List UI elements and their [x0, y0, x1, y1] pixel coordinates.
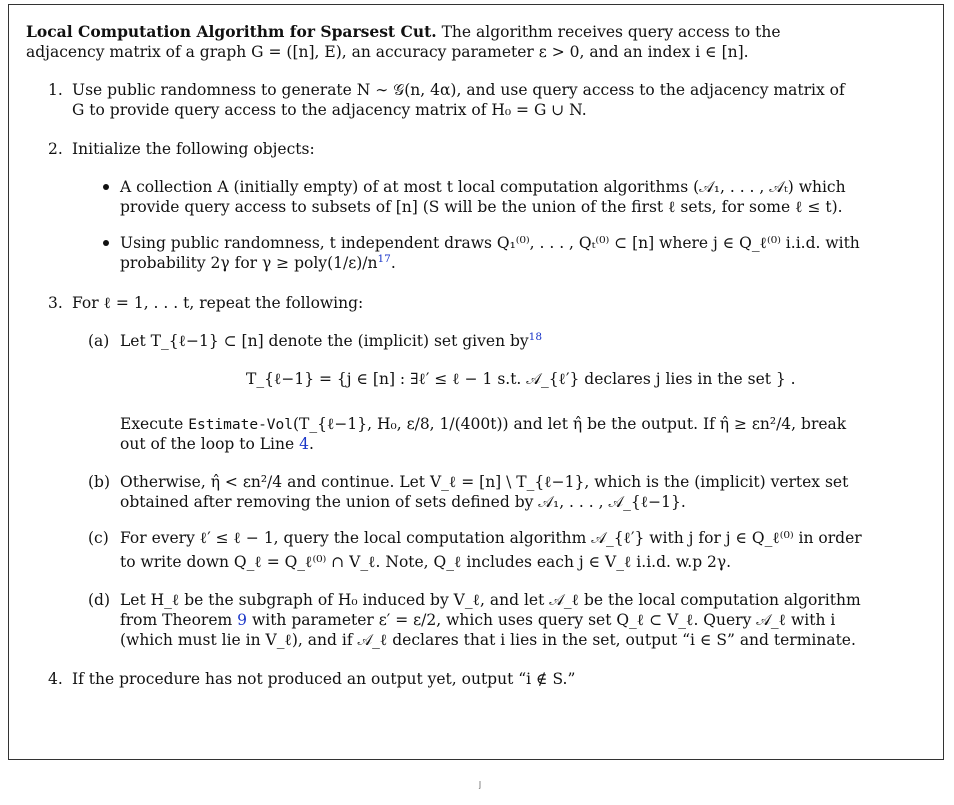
- item-1-number: 1.: [48, 81, 63, 99]
- bullet-2-line2-text: probability 2γ for γ ≥ poly(1/ε)/n: [120, 254, 378, 272]
- line-4-link[interactable]: 4: [299, 435, 309, 453]
- item-2-bullet-2-line1: Using public randomness, t independent draws Q₁⁽⁰⁾, . . . , Qₜ⁽⁰⁾ ⊂ [n] where j ∈ Q_ℓ⁽⁰⁾ i.i.d. with: [120, 234, 860, 252]
- page-mark-glyph: [478, 781, 482, 789]
- item-2-text: Initialize the following objects:: [72, 140, 315, 158]
- intro-text-line2: adjacency matrix of a graph G = ([n], E), an accuracy parameter ε > 0, and an index i ∈ [n].: [26, 43, 749, 61]
- item-3-text: For ℓ = 1, . . . t, repeat the following:: [72, 294, 364, 312]
- item-2-bullet-1-line2: provide query access to subsets of [n] (S will be the union of the first ℓ sets, for some ℓ ≤ t).: [120, 198, 843, 216]
- theorem-rest: with parameter ε′ = ε/2, which uses query set Q_ℓ ⊂ V_ℓ. Query 𝒜_ℓ with i: [251, 611, 836, 629]
- step-a-exec-line2: [120, 434, 314, 454]
- item-2-number: 2.: [48, 140, 63, 158]
- step-d-line1: Let H_ℓ be the subgraph of H₀ induced by V_ℓ, and let 𝒜_ℓ be the local computation algorithm: [120, 591, 861, 609]
- footnote-17-link[interactable]: 17: [377, 253, 391, 265]
- step-c-label: (c): [88, 529, 109, 547]
- theorem-prefix: from Theorem: [120, 611, 233, 629]
- bullet-2: [103, 240, 109, 246]
- item-4-text: If the procedure has not produced an output yet, output “i ∉ S.”: [72, 670, 576, 688]
- item-2-bullet-2-line2: [120, 253, 396, 275]
- step-a-label: (a): [88, 332, 110, 350]
- step-a-line1: [120, 331, 542, 353]
- item-1-line1: Use public randomness to generate N ∼ 𝒢(n, 4α), and use query access to the adjacency matrix of: [72, 81, 845, 99]
- exec-prefix: Execute: [120, 415, 184, 433]
- item-2-bullet-1-line1: A collection A (initially empty) of at most t local computation algorithms (𝒜₁, . . . , 𝒜ₜ) which: [120, 178, 846, 196]
- exec-rest: (T_{ℓ−1}, H₀, ε/8, 1/(400t)) and let η̂ be the output. If η̂ ≥ εn²/4, break: [293, 415, 847, 433]
- step-c-line1: For every ℓ′ ≤ ℓ − 1, query the local computation algorithm 𝒜_{ℓ′} with j for j ∈ Q_ℓ⁽⁰⁾ in order: [120, 529, 862, 547]
- algorithm-title: Local Computation Algorithm for Sparsest Cut.: [26, 22, 437, 41]
- exec-line2-end: .: [308, 435, 314, 453]
- bullet-1: [103, 184, 109, 190]
- step-d-label: (d): [88, 591, 111, 609]
- step-b-line1: Otherwise, η̂ < εn²/4 and continue. Let V_ℓ = [n] \ T_{ℓ−1}, which is the (implicit) vertex set: [120, 473, 849, 491]
- item-3-number: 3.: [48, 294, 63, 312]
- item-1-line2: G to provide query access to the adjacency matrix of H₀ = G ∪ N.: [72, 101, 587, 119]
- step-b-line2: obtained after removing the union of sets defined by 𝒜₁, . . . , 𝒜_{ℓ−1}.: [120, 493, 686, 511]
- step-c-line2: to write down Q_ℓ = Q_ℓ⁽⁰⁾ ∩ V_ℓ. Note, Q_ℓ includes each j ∈ V_ℓ i.i.d. w.p 2γ.: [120, 553, 732, 571]
- step-a-exec-line1: [120, 414, 846, 435]
- step-d-line2: [120, 610, 835, 630]
- algorithm-header: [26, 22, 781, 42]
- bullet-2-line2-end: .: [390, 254, 396, 272]
- theorem-9-link[interactable]: 9: [237, 611, 248, 629]
- intro-text-line1: The algorithm receives query access to the: [441, 23, 781, 41]
- step-d-line3: (which must lie in V_ℓ), and if 𝒜_ℓ declares that i lies in the set, output “i ∈ S” and terminate.: [120, 631, 856, 649]
- item-4-number: 4.: [48, 670, 63, 688]
- exec-line2-prefix: out of the loop to Line: [120, 435, 295, 453]
- step-a-line1-text: Let T_{ℓ−1} ⊂ [n] denote the (implicit) set given by: [120, 332, 529, 350]
- step-a-equation: T_{ℓ−1} = {j ∈ [n] : ∃ℓ′ ≤ ℓ − 1 s.t. 𝒜_{ℓ′} declares j lies in the set } .: [246, 370, 796, 388]
- step-b-label: (b): [88, 473, 111, 491]
- footnote-18-link[interactable]: 18: [528, 331, 543, 343]
- estimate-vol-code: Estimate-Vol: [188, 417, 293, 433]
